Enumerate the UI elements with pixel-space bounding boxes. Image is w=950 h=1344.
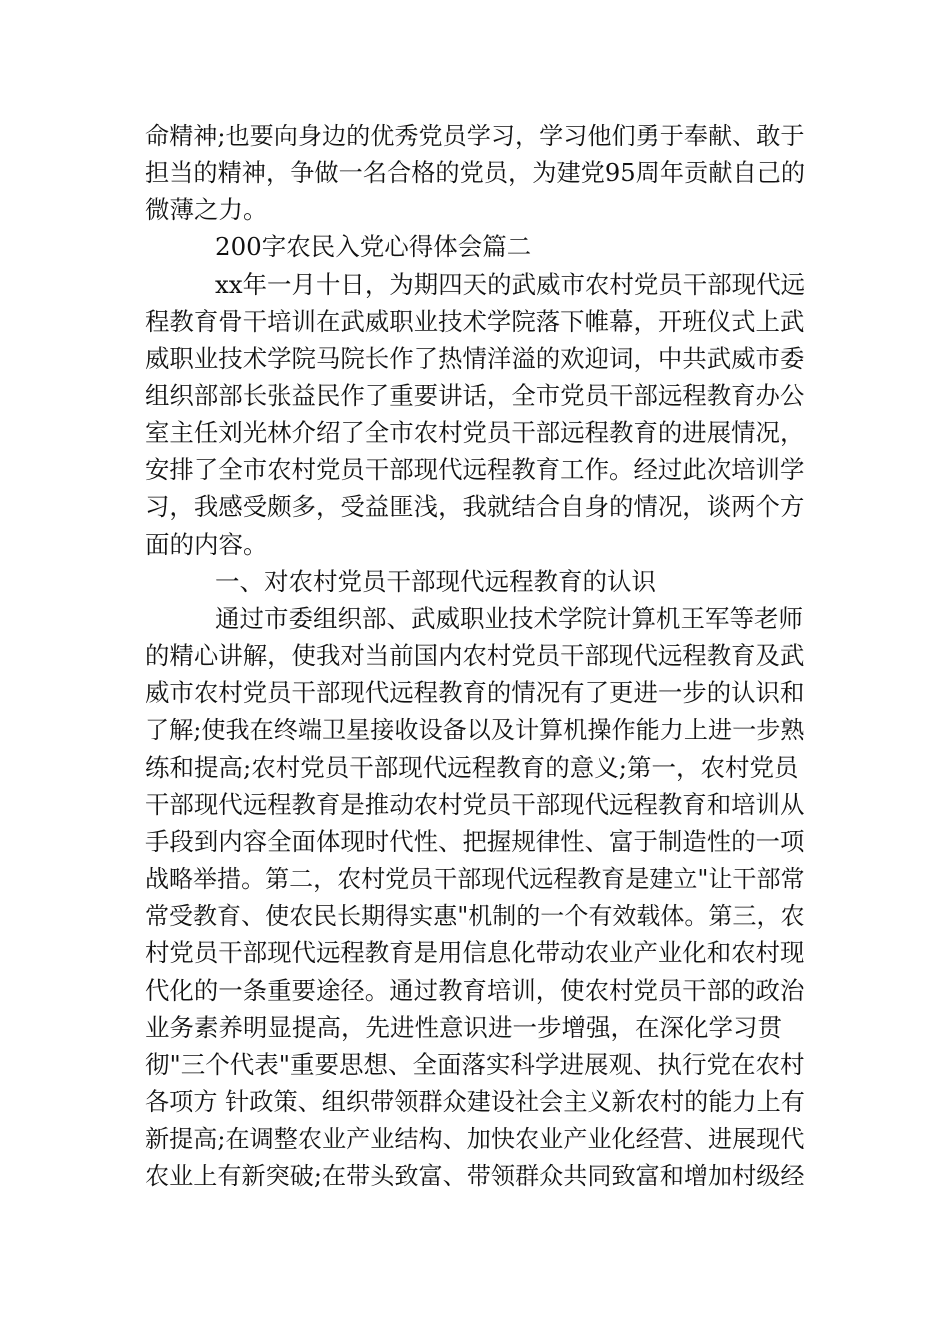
text-line: 村党员干部现代远程教育是用信息化带动农业产业化和农村现 [145, 938, 805, 967]
text-line: 各项方 针政策、组织带领群众建设社会主义新农村的能力上有 [145, 1088, 805, 1116]
text-line: 手段到内容全面体现时代性、把握规律性、富于制造性的一项 [145, 827, 805, 856]
text-line: 农业上有新突破;在带头致富、带领群众共同致富和增加村级经 [145, 1162, 805, 1190]
text-line: 安排了全市农村党员干部现代远程教育工作。经过此次培训学 [145, 455, 805, 484]
section-heading: 200字农民入党心得体会篇二 [215, 232, 532, 261]
text-line: 程教育骨干培训在武威职业技术学院落下帷幕，开班仪式上武 [145, 307, 805, 336]
text-line: 的精心讲解，使我对当前国内农村党员干部现代远程教育及武 [145, 641, 805, 670]
text-line: 业务素养明显提高，先进性意识进一步增强，在深化学习贯 [145, 1013, 782, 1042]
text-line: 干部现代远程教育是推动农村党员干部现代远程教育和培训从 [145, 790, 805, 819]
text-line: 室主任刘光林介绍了全市农村党员干部远程教育的进展情况， [145, 418, 805, 447]
text-line: 担当的精神，争做一名合格的党员，为建党95周年贡献自己的 [145, 159, 806, 187]
text-line: 了解;使我在终端卫星接收设备以及计算机操作能力上进一步熟 [145, 716, 805, 744]
text-line: 战略举措。第二，农村党员干部现代远程教育是建立"让干部常 [145, 865, 805, 893]
text-line: 通过市委组织部、武威职业技术学院计算机王军等老师 [215, 604, 803, 633]
text-line: 面的内容。 [145, 530, 268, 559]
text-line: 微薄之力。 [145, 195, 268, 224]
text-line: 组织部部长张益民作了重要讲话，全市党员干部远程教育办公 [145, 381, 805, 410]
text-line: 常受教育、使农民长期得实惠"机制的一个有效载体。第三，农 [145, 902, 805, 930]
text-line: xx年一月十日，为期四天的武威市农村党员干部现代远 [215, 270, 806, 299]
text-line: 命精神;也要向身边的优秀党员学习，学习他们勇于奉献、敢于 [145, 122, 805, 150]
text-line: 威职业技术学院马院长作了热情洋溢的欢迎词，中共武威市委 [145, 344, 805, 373]
section-heading: 一、对农村党员干部现代远程教育的认识 [215, 567, 656, 596]
text-line: 新提高;在调整农业产业结构、加快农业产业化经营、进展现代 [145, 1125, 805, 1153]
text-line: 习，我感受颇多，受益匪浅，我就结合自身的情况，谈两个方 [145, 492, 805, 521]
text-line: 代化的一条重要途径。通过教育培训，使农村党员干部的政治 [145, 976, 805, 1005]
text-line: 威市农村党员干部现代远程教育的情况有了更进一步的认识和 [145, 678, 805, 707]
text-line: 练和提高;农村党员干部现代远程教育的意义;第一，农村党员 [145, 753, 799, 782]
text-line: 彻"三个代表"重要思想、全面落实科学进展观、执行党在农村 [145, 1050, 805, 1079]
